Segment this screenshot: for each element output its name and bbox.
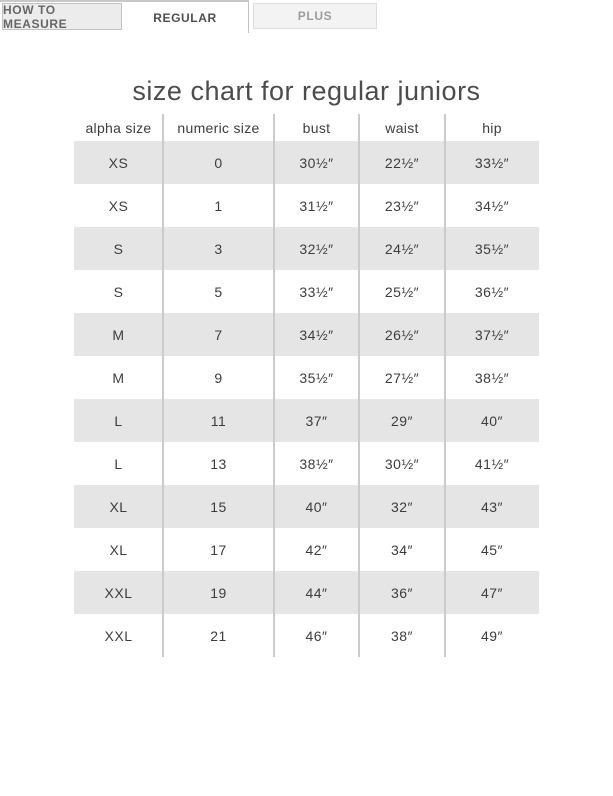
cell-waist: 22½″ <box>359 141 445 184</box>
cell-numeric-size: 11 <box>163 399 274 442</box>
cell-hip: 40″ <box>445 399 539 442</box>
cell-bust: 34½″ <box>274 313 359 356</box>
table-row <box>74 313 539 356</box>
cell-hip: 33½″ <box>445 141 539 184</box>
cell-numeric-size: 7 <box>163 313 274 356</box>
cell-waist: 25½″ <box>384 283 420 300</box>
tab-bar <box>0 0 613 34</box>
table-row <box>74 614 539 657</box>
column-header-bust: bust <box>302 119 331 136</box>
table-row <box>74 399 539 442</box>
cell-bust: 35½″ <box>299 369 334 386</box>
cell-numeric-size: 3 <box>163 227 274 270</box>
cell-bust: 37″ <box>274 399 359 442</box>
cell-alpha-size: M <box>74 313 163 356</box>
cell-bust: 46″ <box>305 627 328 644</box>
cell-bust: 33½″ <box>299 283 334 300</box>
cell-bust: 42″ <box>305 541 328 558</box>
table-row <box>74 528 539 571</box>
table-row <box>74 442 539 485</box>
table-row <box>74 141 539 184</box>
size-chart-table <box>74 114 539 657</box>
cell-bust: 44″ <box>274 571 359 614</box>
table-header-row <box>74 114 539 141</box>
cell-hip: 37½″ <box>445 313 539 356</box>
cell-numeric-size: 21 <box>210 627 227 644</box>
cell-hip: 34½″ <box>474 197 510 214</box>
cell-bust: 38½″ <box>299 455 334 472</box>
cell-alpha-size: L <box>74 399 163 442</box>
cell-hip: 36½″ <box>474 283 510 300</box>
cell-waist: 27½″ <box>384 369 420 386</box>
column-header-waist: waist <box>385 119 419 136</box>
cell-waist: 36″ <box>359 571 445 614</box>
tab-how-to-measure[interactable]: HOW TO MEASURE <box>2 3 122 30</box>
cell-alpha-size: XL <box>74 485 163 528</box>
cell-numeric-size: 9 <box>214 369 223 386</box>
cell-bust: 30½″ <box>274 141 359 184</box>
cell-numeric-size: 0 <box>163 141 274 184</box>
cell-alpha-size: XL <box>109 541 128 558</box>
table-row <box>74 571 539 614</box>
cell-alpha-size: XXL <box>104 627 133 644</box>
cell-hip: 43″ <box>445 485 539 528</box>
cell-waist: 23½″ <box>384 197 420 214</box>
table-row <box>74 270 539 313</box>
cell-alpha-size: M <box>112 369 125 386</box>
cell-numeric-size: 19 <box>163 571 274 614</box>
cell-hip: 41½″ <box>474 455 510 472</box>
table-row <box>74 184 539 227</box>
cell-alpha-size: XS <box>74 141 163 184</box>
column-header-numeric-size: numeric size <box>177 119 260 136</box>
cell-waist: 32″ <box>359 485 445 528</box>
cell-numeric-size: 1 <box>214 197 223 214</box>
tab-plus[interactable]: PLUS <box>253 3 377 29</box>
cell-bust: 31½″ <box>299 197 334 214</box>
cell-hip: 47″ <box>445 571 539 614</box>
cell-bust: 32½″ <box>274 227 359 270</box>
cell-waist: 34″ <box>390 541 414 558</box>
table-row <box>74 356 539 399</box>
cell-waist: 24½″ <box>359 227 445 270</box>
cell-alpha-size: L <box>114 455 123 472</box>
table-row <box>74 485 539 528</box>
column-header-alpha-size: alpha size <box>85 119 152 136</box>
cell-bust: 40″ <box>274 485 359 528</box>
tab-regular[interactable]: REGULAR <box>122 2 249 33</box>
page-title: size chart for regular juniors <box>132 76 481 106</box>
cell-numeric-size: 15 <box>163 485 274 528</box>
cell-hip: 49″ <box>480 627 504 644</box>
cell-alpha-size: S <box>74 227 163 270</box>
cell-numeric-size: 13 <box>210 455 227 472</box>
cell-numeric-size: 17 <box>210 541 227 558</box>
cell-alpha-size: XXL <box>74 571 163 614</box>
column-header-hip: hip <box>482 119 502 136</box>
cell-alpha-size: XS <box>108 197 129 214</box>
cell-hip: 45″ <box>480 541 504 558</box>
cell-hip: 35½″ <box>445 227 539 270</box>
cell-hip: 38½″ <box>474 369 510 386</box>
cell-waist: 30½″ <box>384 455 420 472</box>
cell-waist: 38″ <box>390 627 414 644</box>
cell-numeric-size: 5 <box>214 283 223 300</box>
cell-alpha-size: S <box>113 283 124 300</box>
cell-waist: 26½″ <box>359 313 445 356</box>
cell-waist: 29″ <box>359 399 445 442</box>
table-row <box>74 227 539 270</box>
